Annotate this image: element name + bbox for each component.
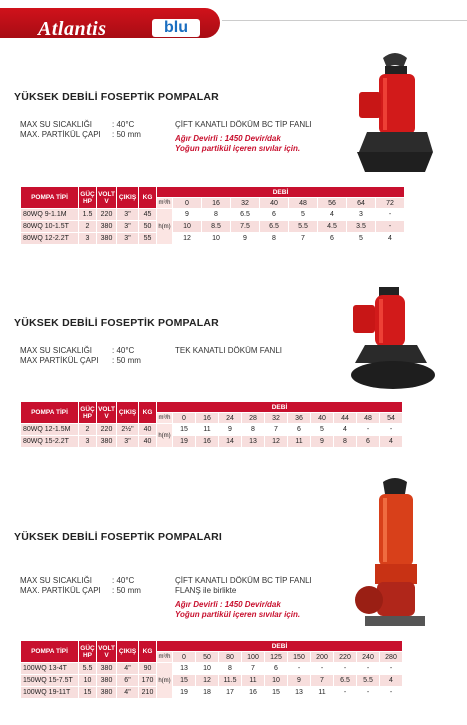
pump-image-2 (345, 285, 435, 395)
weight-cell: 170 (139, 675, 157, 687)
head-value: 7.5 (231, 221, 260, 233)
flow-value: 44 (334, 413, 357, 424)
hp-cell: 2 (79, 424, 97, 436)
debi-header: DEBİ (157, 187, 405, 198)
head-value: 11 (288, 436, 311, 448)
weight-cell: 55 (139, 233, 157, 245)
head-value: 8 (242, 424, 265, 436)
header (0, 0, 467, 42)
column-header: GÜÇ HP (79, 402, 97, 424)
column-header: POMPA TİPİ (21, 402, 79, 424)
column-header: ÇIKIŞ (117, 641, 139, 663)
head-value: 5 (311, 424, 334, 436)
description-line: ÇİFT KANATLI DÖKÜM BC TİP FANLI (175, 576, 312, 585)
outlet-cell: 3" (117, 221, 139, 233)
flow-value: 16 (196, 413, 219, 424)
head-value: 8 (260, 233, 289, 245)
column-header: VOLT V (97, 402, 117, 424)
head-value: 12 (196, 675, 219, 687)
head-value: 4 (380, 436, 403, 448)
model-cell: 80WQ 10-1.5T (21, 221, 79, 233)
flow-value: 40 (260, 198, 289, 209)
spec-value: : 40°C (112, 346, 135, 355)
flow-value: 280 (380, 652, 403, 663)
spec-list (20, 120, 141, 140)
column-header: GÜÇ HP (79, 641, 97, 663)
head-value: 15 (173, 424, 196, 436)
head-value: 6.5 (231, 209, 260, 221)
head-value: 5.5 (357, 675, 380, 687)
head-value: 6 (318, 233, 347, 245)
head-value: 4 (376, 233, 405, 245)
m3h-label: m³/h (157, 198, 173, 209)
column-header: VOLT V (97, 641, 117, 663)
red-note: Yoğun partikül içeren sıvılar için. (175, 610, 301, 619)
head-value: 11 (311, 687, 334, 699)
model-cell: 100WQ 13-4T (21, 663, 79, 675)
hp-cell: 10 (79, 675, 97, 687)
volt-cell: 220 (97, 424, 117, 436)
head-value: 3 (347, 209, 376, 221)
weight-cell: 45 (139, 209, 157, 221)
head-value: 10 (202, 233, 231, 245)
brand-sub-badge: blu (152, 19, 200, 37)
flow-value: 125 (265, 652, 288, 663)
head-value: - (357, 687, 380, 699)
volt-cell: 380 (97, 663, 117, 675)
spec-list (20, 576, 141, 596)
spec-row (20, 120, 141, 130)
head-label: h(m) (157, 663, 173, 699)
outlet-cell: 4" (117, 687, 139, 699)
spec-value: : 50 mm (112, 586, 141, 595)
head-value: 17 (219, 687, 242, 699)
head-value: 9 (311, 436, 334, 448)
red-note: Ağır Devirli : 1450 Devir/dak (175, 134, 281, 143)
weight-cell: 210 (139, 687, 157, 699)
column-header: KG (139, 641, 157, 663)
head-value: - (380, 687, 403, 699)
volt-cell: 380 (97, 675, 117, 687)
head-value: 9 (219, 424, 242, 436)
spec-value: : 40°C (112, 120, 135, 129)
head-value: 9 (173, 209, 202, 221)
head-value: 19 (173, 687, 196, 699)
head-value: - (334, 687, 357, 699)
spec-row (20, 356, 141, 366)
description (175, 120, 312, 154)
column-header: KG (139, 402, 157, 424)
head-value: 7 (242, 663, 265, 675)
flow-value: 16 (202, 198, 231, 209)
head-value: 6.5 (334, 675, 357, 687)
head-value: 4 (380, 675, 403, 687)
head-value: 18 (196, 687, 219, 699)
head-value: 6 (260, 209, 289, 221)
head-value: 7 (311, 675, 334, 687)
section-title: YÜKSEK DEBİLİ FOSEPTİK POMPALARI (14, 531, 223, 543)
volt-cell: 380 (97, 233, 117, 245)
section-title: YÜKSEK DEBİLİ FOSEPTİK POMPALAR (14, 91, 219, 103)
head-value: 10 (265, 675, 288, 687)
head-value: 8 (334, 436, 357, 448)
head-value: 11.5 (219, 675, 242, 687)
column-header: POMPA TİPİ (21, 641, 79, 663)
pump-image-1 (355, 52, 437, 182)
head-value: 19 (173, 436, 196, 448)
debi-header: DEBİ (157, 402, 403, 413)
head-value: - (311, 663, 334, 675)
head-value: 4 (318, 209, 347, 221)
flow-value: 54 (380, 413, 403, 424)
head-value: 9 (288, 675, 311, 687)
pump-spec-table (20, 640, 403, 699)
description-line: TEK KANATLI DÖKÜM FANLI (175, 346, 282, 355)
head-value: 8 (202, 209, 231, 221)
weight-cell: 40 (139, 436, 157, 448)
debi-header: DEBİ (157, 641, 403, 652)
head-value: - (376, 209, 405, 221)
spec-row (20, 586, 141, 596)
flow-value: 50 (196, 652, 219, 663)
description-line: FLANŞ ile birlikte (175, 586, 237, 595)
head-value: - (334, 663, 357, 675)
head-value: 13 (288, 687, 311, 699)
head-value: 13 (173, 663, 196, 675)
brand-logo: Atlantis (38, 18, 107, 40)
flow-value: 80 (219, 652, 242, 663)
column-header: VOLT V (97, 187, 117, 209)
weight-cell: 50 (139, 221, 157, 233)
head-value: 8.5 (202, 221, 231, 233)
flow-value: 220 (334, 652, 357, 663)
m3h-label: m³/h (157, 413, 173, 424)
pump-image-3 (355, 478, 435, 628)
head-value: - (380, 663, 403, 675)
description (175, 346, 282, 356)
outlet-cell: 3" (117, 233, 139, 245)
flow-value: 56 (318, 198, 347, 209)
head-value: 6 (357, 436, 380, 448)
flow-value: 24 (219, 413, 242, 424)
flow-value: 72 (376, 198, 405, 209)
hp-cell: 3 (79, 436, 97, 448)
red-note: Ağır Devirli : 1450 Devir/dak (175, 600, 281, 609)
flow-value: 32 (231, 198, 260, 209)
spec-row (20, 576, 141, 586)
head-value: 5 (289, 209, 318, 221)
column-header: GÜÇ HP (79, 187, 97, 209)
head-value: 4.5 (318, 221, 347, 233)
flow-value: 28 (242, 413, 265, 424)
flow-value: 48 (357, 413, 380, 424)
header-divider (222, 20, 467, 21)
model-cell: 80WQ 9-1.1M (21, 209, 79, 221)
head-value: 10 (173, 221, 202, 233)
volt-cell: 380 (97, 687, 117, 699)
spec-list (20, 346, 141, 366)
column-header: ÇIKIŞ (117, 402, 139, 424)
head-value: 7 (289, 233, 318, 245)
head-value: 11 (242, 675, 265, 687)
head-value: 6.5 (260, 221, 289, 233)
flow-value: 48 (289, 198, 318, 209)
flow-value: 150 (288, 652, 311, 663)
head-value: 10 (196, 663, 219, 675)
model-cell: 80WQ 12-2.2T (21, 233, 79, 245)
head-label: h(m) (157, 424, 173, 448)
hp-cell: 1.5 (79, 209, 97, 221)
head-value: 9 (231, 233, 260, 245)
head-value: 12 (173, 233, 202, 245)
column-header: POMPA TİPİ (21, 187, 79, 209)
description-line: ÇİFT KANATLI DÖKÜM BC TİP FANLI (175, 120, 312, 129)
head-value: 3.5 (347, 221, 376, 233)
spec-row (20, 130, 141, 140)
head-value: 11 (196, 424, 219, 436)
spec-row (20, 346, 141, 356)
head-value: 15 (265, 687, 288, 699)
head-value: 16 (196, 436, 219, 448)
flow-value: 200 (311, 652, 334, 663)
hp-cell: 2 (79, 221, 97, 233)
column-header: KG (139, 187, 157, 209)
flow-value: 40 (311, 413, 334, 424)
volt-cell: 380 (97, 436, 117, 448)
head-value: 6 (288, 424, 311, 436)
flow-value: 100 (242, 652, 265, 663)
flow-value: 32 (265, 413, 288, 424)
flow-value: 0 (173, 198, 202, 209)
head-value: - (376, 221, 405, 233)
head-value: 14 (219, 436, 242, 448)
flow-value: 240 (357, 652, 380, 663)
section-title: YÜKSEK DEBİLİ FOSEPTİK POMPALAR (14, 317, 219, 329)
weight-cell: 90 (139, 663, 157, 675)
flow-value: 0 (173, 413, 196, 424)
spec-key: MAX. PARTİKÜL ÇAPI (20, 130, 101, 139)
head-value: - (288, 663, 311, 675)
spec-value: : 50 mm (112, 130, 141, 139)
outlet-cell: 3" (117, 209, 139, 221)
head-value: 5 (347, 233, 376, 245)
spec-key: MAX SU SICAKLIĞI (20, 346, 93, 355)
brand-bar (0, 8, 220, 38)
description (175, 576, 312, 620)
spec-value: : 50 mm (112, 356, 141, 365)
head-label: h(m) (157, 209, 173, 245)
column-header: ÇIKIŞ (117, 187, 139, 209)
hp-cell: 3 (79, 233, 97, 245)
hp-cell: 5.5 (79, 663, 97, 675)
head-value: 16 (242, 687, 265, 699)
pump-spec-table (20, 186, 405, 245)
head-value: - (357, 663, 380, 675)
m3h-label: m³/h (157, 652, 173, 663)
spec-value: : 40°C (112, 576, 135, 585)
spec-key: MAX SU SICAKLIĞI (20, 576, 93, 585)
pump-spec-table (20, 401, 403, 448)
flow-value: 36 (288, 413, 311, 424)
spec-key: MAX. PARTİKÜL ÇAPI (20, 586, 101, 595)
weight-cell: 40 (139, 424, 157, 436)
outlet-cell: 3" (117, 436, 139, 448)
head-value: 8 (219, 663, 242, 675)
spec-key: MAX SU SICAKLIĞI (20, 120, 93, 129)
outlet-cell: 2½" (117, 424, 139, 436)
model-cell: 80WQ 15-2.2T (21, 436, 79, 448)
head-value: - (380, 424, 403, 436)
head-value: 15 (173, 675, 196, 687)
head-value: 7 (265, 424, 288, 436)
flow-value: 0 (173, 652, 196, 663)
model-cell: 80WQ 12-1.5M (21, 424, 79, 436)
spec-key: MAX PARTİKÜL ÇAPI (20, 356, 99, 365)
red-note: Yoğun partikül içeren sıvılar için. (175, 144, 301, 153)
head-value: - (357, 424, 380, 436)
head-value: 12 (265, 436, 288, 448)
volt-cell: 220 (97, 209, 117, 221)
head-value: 6 (265, 663, 288, 675)
model-cell: 150WQ 15-7.5T (21, 675, 79, 687)
hp-cell: 15 (79, 687, 97, 699)
head-value: 5.5 (289, 221, 318, 233)
outlet-cell: 4" (117, 663, 139, 675)
flow-value: 64 (347, 198, 376, 209)
head-value: 13 (242, 436, 265, 448)
head-value: 4 (334, 424, 357, 436)
outlet-cell: 6" (117, 675, 139, 687)
model-cell: 100WQ 19-11T (21, 687, 79, 699)
volt-cell: 380 (97, 221, 117, 233)
